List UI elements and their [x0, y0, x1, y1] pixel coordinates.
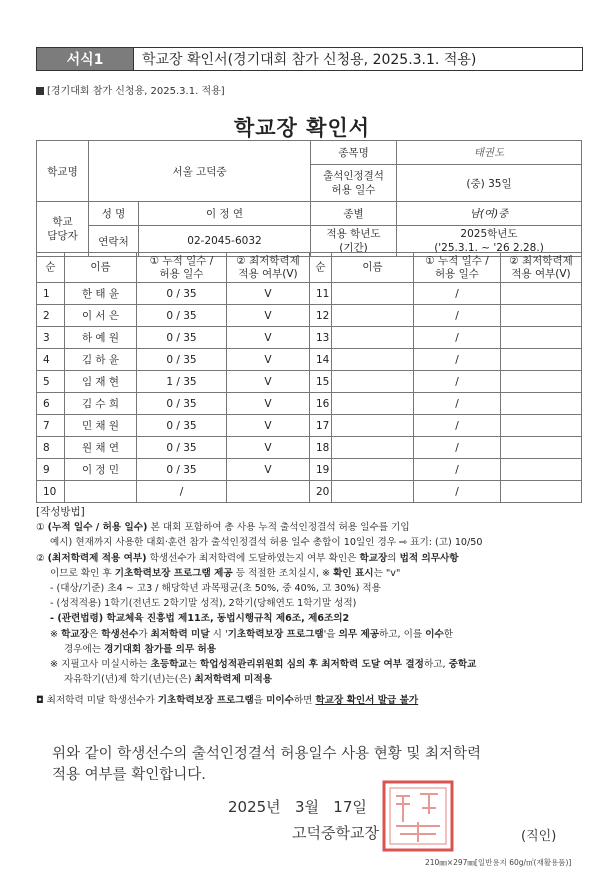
row-number: 19: [310, 459, 332, 481]
min-standard-check: [227, 481, 310, 503]
note-bullet-target: - (대상/기준) 초4 ~ 고3 / 해당학년 과목평균(초 50%, 중 40%, 고 30%) 적용: [50, 583, 381, 595]
allowed-days-label: 출석인정결석 허용 일수: [311, 165, 397, 202]
gender-label: 종별: [311, 202, 397, 226]
col-days: ① 누적 일수 / 허용 일수: [414, 253, 501, 283]
year-label: 적용 학년도 (기간): [311, 226, 397, 257]
school-seal-stamp: [380, 778, 456, 854]
row-number: 10: [37, 481, 65, 503]
row-number: 12: [310, 305, 332, 327]
attendance-days: 0 / 35: [137, 327, 227, 349]
row-number: 14: [310, 349, 332, 371]
min-standard-check: [501, 415, 582, 437]
row-number: 1: [37, 283, 65, 305]
student-name: [332, 349, 414, 371]
min-standard-check: V: [227, 371, 310, 393]
attendance-days: /: [414, 327, 501, 349]
student-name: 원 채 연: [65, 437, 137, 459]
writing-instructions: [36, 505, 586, 709]
attendance-days: /: [414, 349, 501, 371]
student-name: 이 정 민: [65, 459, 137, 481]
table-row: [37, 283, 582, 305]
student-name: [65, 481, 137, 503]
min-standard-check: [501, 393, 582, 415]
min-standard-check: V: [227, 283, 310, 305]
table-row: [37, 371, 582, 393]
square-bullet-icon: [36, 87, 44, 95]
sport-label: 종목명: [311, 141, 397, 165]
confirmation-text: 위와 같이 학생선수의 출석인정결석 허용일수 사용 현황 및 최저학력 적용 여부를 확인합니다.: [52, 746, 482, 783]
school-label: 학교명: [37, 141, 89, 202]
student-name: 김 수 희: [65, 393, 137, 415]
min-standard-check: [501, 371, 582, 393]
contact-person-label: 학교 담당자: [37, 202, 89, 257]
note-bullet-law: - (관련법령) 학교체육 진흥법 제11조, 동법시행규칙 제6조, 제6조의2: [50, 613, 350, 625]
official-seal-label: (직인): [521, 829, 557, 844]
attendance-days: /: [414, 305, 501, 327]
note-elementary: ※ 지필고사 미실시하는 초등학교는 학업성적관리위원회 심의 후 최저학력 도달 여부 결정하고, 중학교: [50, 659, 477, 671]
student-name: 임 재 현: [65, 371, 137, 393]
attendance-days: /: [414, 283, 501, 305]
student-name: [332, 327, 414, 349]
attendance-days: 0 / 35: [137, 437, 227, 459]
col-no: 순: [37, 253, 65, 283]
note-bullet-grade: - (성적적용) 1학기(전년도 2학기말 성적), 2학기(당해연도 1학기말 성적): [50, 598, 357, 610]
student-name: 하 예 원: [65, 327, 137, 349]
min-standard-check: V: [227, 415, 310, 437]
row-number: 18: [310, 437, 332, 459]
student-name: [332, 283, 414, 305]
attendance-days: 0 / 35: [137, 393, 227, 415]
row-number: 3: [37, 327, 65, 349]
attendance-days: /: [414, 459, 501, 481]
name-label: 성 명: [89, 202, 139, 226]
student-name: [332, 481, 414, 503]
row-number: 16: [310, 393, 332, 415]
student-name: [332, 437, 414, 459]
year-value: 2025학년도 ('25.3.1. ~ '26 2.28.): [397, 226, 582, 257]
gender-value: 남(여)중: [397, 202, 582, 226]
row-number: 15: [310, 371, 332, 393]
row-number: 6: [37, 393, 65, 415]
subtitle: [경기대회 참가 신청용, 2025.3.1. 적용]: [36, 82, 225, 97]
table-row: [37, 349, 582, 371]
min-standard-check: [501, 459, 582, 481]
note-elementary-cont: 자유학기(년)제 학기(년)는(은) 최저학력제 미적용: [64, 674, 272, 686]
min-standard-check: V: [227, 349, 310, 371]
col-days: ① 누적 일수 / 허용 일수: [137, 253, 227, 283]
col-standard: ② 최저학력제 적용 여부(V): [501, 253, 582, 283]
min-standard-check: [501, 437, 582, 459]
col-no: 순: [310, 253, 332, 283]
sport-value: 태권도: [397, 141, 582, 165]
attendance-days: /: [414, 415, 501, 437]
min-standard-check: V: [227, 459, 310, 481]
attendance-days: /: [414, 371, 501, 393]
attendance-days: /: [414, 393, 501, 415]
note-1-example: 예시) 현재까지 사용한 대회·훈련 참가 출석인정결석 허용 일수 총합이 10일인 경우 ⇨ 표기: (고) 10/50: [50, 537, 483, 549]
form-header-title: 학교장 확인서(경기대회 참가 신청용, 2025.3.1. 적용): [142, 52, 477, 68]
min-standard-check: [501, 349, 582, 371]
student-name: [332, 371, 414, 393]
student-name: 한 태 윤: [65, 283, 137, 305]
min-standard-check: V: [227, 393, 310, 415]
school-info-table: [36, 140, 582, 257]
form-number-tag: 서식1: [37, 48, 134, 70]
table-row: [37, 305, 582, 327]
table-row: [37, 415, 582, 437]
row-number: 13: [310, 327, 332, 349]
note-principal-duty: ※ 학교장은 학생선수가 최저학력 미달 시 '기초학력보장 프로그램'을 의무 제공하고, 이를 이수한: [50, 628, 454, 640]
note-2: ② (최저학력제 적용 여부) 학생선수가 최저학력에 도달하였는지 여부 확인은 학교장의 법적 의무사항: [36, 552, 459, 564]
arrow-box-icon: ◘: [36, 695, 44, 707]
phone-value: 02-2045-6032: [139, 226, 311, 257]
min-standard-check: V: [227, 327, 310, 349]
school-value: 서울 고덕중: [89, 141, 311, 202]
table-row: [37, 393, 582, 415]
table-row: [37, 437, 582, 459]
row-number: 2: [37, 305, 65, 327]
attendance-days: 0 / 35: [137, 459, 227, 481]
attendance-days: 0 / 35: [137, 283, 227, 305]
min-standard-check: [501, 305, 582, 327]
min-standard-check: [501, 283, 582, 305]
table-row: [37, 481, 582, 503]
paper-spec-footer: 210㎜×297㎜[일반용지 60g/㎡(재활용품)]: [425, 858, 572, 867]
row-number: 20: [310, 481, 332, 503]
row-number: 7: [37, 415, 65, 437]
notes-heading: [작성방법]: [36, 506, 85, 518]
attendance-days: 0 / 35: [137, 349, 227, 371]
note-warning: ◘ 최저학력 미달 학생선수가 기초학력보장 프로그램을 미이수하면 학교장 확인서 발급 불가: [36, 695, 419, 707]
row-number: 9: [37, 459, 65, 481]
min-standard-check: [501, 327, 582, 349]
table-row: [37, 459, 582, 481]
row-number: 8: [37, 437, 65, 459]
attendance-days: /: [137, 481, 227, 503]
student-list-table: [36, 252, 582, 503]
student-name: 민 채 원: [65, 415, 137, 437]
col-name: 이름: [332, 253, 414, 283]
list-header-row: [37, 253, 582, 283]
form-header: [36, 47, 583, 71]
note-principal-duty-cont: 경우에는 경기대회 참가를 의무 허용: [64, 643, 217, 655]
attendance-days: /: [414, 481, 501, 503]
phone-label: 연락처: [89, 226, 139, 257]
student-name: [332, 459, 414, 481]
attendance-days: 0 / 35: [137, 415, 227, 437]
row-number: 17: [310, 415, 332, 437]
min-standard-check: V: [227, 437, 310, 459]
attendance-days: /: [414, 437, 501, 459]
student-name: 김 하 윤: [65, 349, 137, 371]
note-2-cont: 이므로 확인 후 기초학력보장 프로그램 제공 등 적절한 조치실시, ※ 확인 표시는 "v": [50, 567, 401, 579]
min-standard-check: [501, 481, 582, 503]
allowed-days-value: (중) 35일: [397, 165, 582, 202]
note-1: ① (누적 일수 / 허용 일수) 본 대회 포함하여 총 사용 누적 출석인정결석 허용 일수를 기입: [36, 522, 410, 534]
row-number: 11: [310, 283, 332, 305]
attendance-days: 0 / 35: [137, 305, 227, 327]
student-name: 이 서 은: [65, 305, 137, 327]
name-value: 이 정 연: [139, 202, 311, 226]
min-standard-check: V: [227, 305, 310, 327]
student-name: [332, 415, 414, 437]
school-principal-signer: 고덕중학교장: [292, 824, 379, 842]
row-number: 5: [37, 371, 65, 393]
row-number: 4: [37, 349, 65, 371]
student-name: [332, 305, 414, 327]
col-name: 이름: [65, 253, 137, 283]
issue-date: 2025년 3월 17일: [228, 798, 367, 816]
col-standard: ② 최저학력제 적용 여부(V): [227, 253, 310, 283]
document-title: 학교장 확인서: [233, 116, 371, 140]
attendance-days: 1 / 35: [137, 371, 227, 393]
table-row: [37, 327, 582, 349]
student-name: [332, 393, 414, 415]
